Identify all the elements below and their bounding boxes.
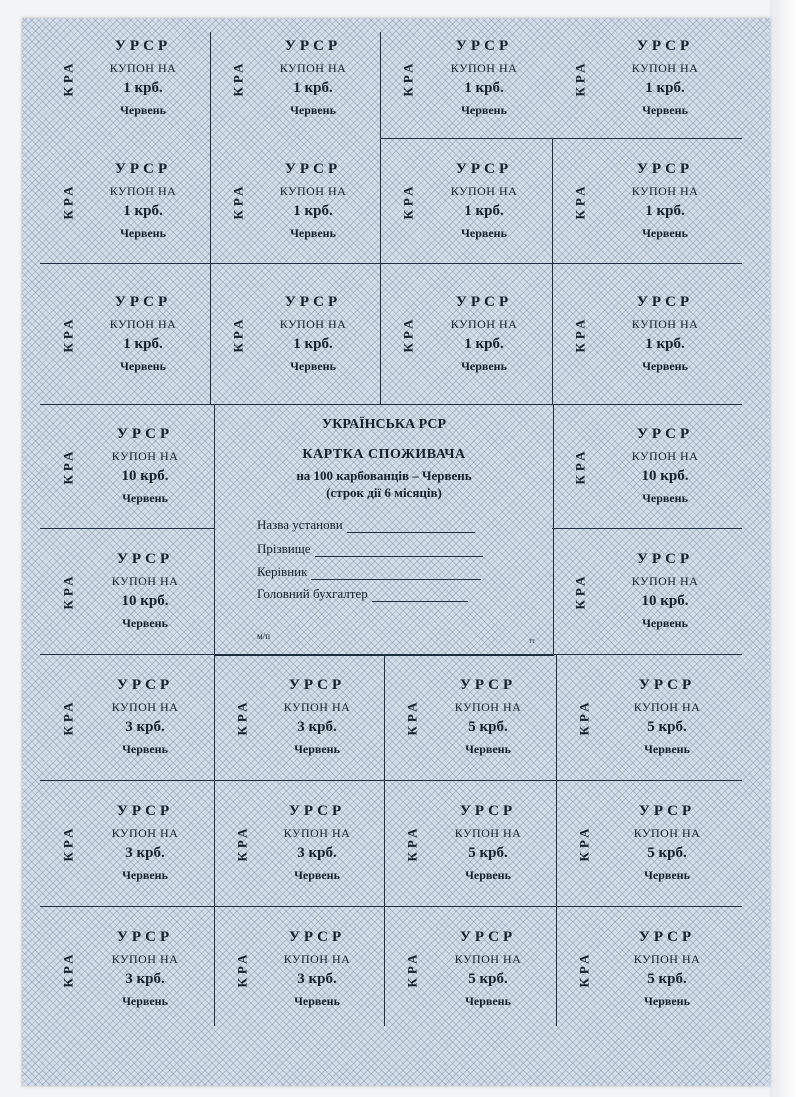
coupon-1-krb bbox=[380, 18, 552, 138]
coupon-label: КУПОН НА bbox=[109, 316, 177, 331]
coupon-month: Червень bbox=[120, 103, 166, 117]
coupon-1-krb bbox=[210, 263, 380, 404]
coupon-header: УРСР bbox=[636, 426, 694, 442]
coupon-header: УРСР bbox=[638, 803, 696, 819]
coupon-amount: 5 крб. bbox=[647, 845, 687, 861]
coupon-side-text: КРА bbox=[572, 572, 588, 610]
coupon-amount: 1 крб. bbox=[645, 202, 685, 219]
coupon-label: КУПОН НА bbox=[111, 449, 179, 463]
coupon-1-krb bbox=[40, 263, 210, 404]
coupon-header: УРСР bbox=[114, 38, 172, 54]
coupon-label: КУПОН НА bbox=[109, 183, 177, 198]
coupon-amount: 1 крб. bbox=[123, 335, 163, 352]
coupon-amount: 3 крб. bbox=[297, 719, 337, 735]
coupon-side-text: КРА bbox=[400, 314, 416, 353]
coupon-10-krb bbox=[552, 404, 742, 528]
coupon-side-text: КРА bbox=[404, 950, 420, 988]
coupon-side-text: КРА bbox=[234, 950, 250, 988]
coupon-side-text: КРА bbox=[60, 59, 76, 97]
field-institution bbox=[257, 517, 475, 533]
coupon-month: Червень bbox=[290, 103, 336, 117]
coupon-amount: 1 крб. bbox=[123, 80, 163, 96]
coupon-amount: 5 крб. bbox=[647, 719, 687, 735]
card-subtitle: на 100 карбованців – Червень bbox=[296, 468, 472, 483]
scan-edge bbox=[770, 0, 796, 1097]
coupon-side-text: КРА bbox=[234, 824, 250, 862]
coupon-10-krb bbox=[40, 528, 214, 654]
coupon-5-krb bbox=[384, 654, 556, 780]
coupon-5-krb bbox=[384, 780, 556, 906]
coupon-3-krb bbox=[40, 906, 214, 1032]
coupon-header: УРСР bbox=[459, 677, 517, 693]
coupon-month: Червень bbox=[642, 358, 688, 373]
coupon-amount: 1 крб. bbox=[293, 80, 333, 96]
coupon-amount: 1 крб. bbox=[464, 335, 504, 352]
coupon-label: КУПОН НА bbox=[454, 700, 522, 714]
coupon-header: УРСР bbox=[288, 929, 346, 945]
coupon-header: УРСР bbox=[636, 293, 694, 310]
coupon-header: УРСР bbox=[638, 677, 696, 693]
coupon-amount: 1 крб. bbox=[464, 80, 504, 96]
coupon-sheet bbox=[22, 18, 770, 1086]
coupon-month: Червень bbox=[644, 868, 690, 882]
coupon-amount: 1 крб. bbox=[645, 335, 685, 352]
coupon-amount: 10 крб. bbox=[641, 468, 689, 484]
field-label: Прізвище bbox=[257, 541, 311, 556]
field-label: Керівник bbox=[257, 564, 308, 579]
consumer-card bbox=[214, 404, 554, 656]
coupon-header: УРСР bbox=[116, 426, 174, 442]
coupon-header: УРСР bbox=[116, 929, 174, 945]
coupon-amount: 3 крб. bbox=[125, 971, 165, 987]
coupon-5-krb bbox=[556, 654, 742, 780]
coupon-1-krb bbox=[380, 138, 552, 263]
coupon-label: КУПОН НА bbox=[279, 61, 347, 75]
coupon-3-krb bbox=[214, 780, 384, 906]
coupon-side-text: КРА bbox=[234, 698, 250, 736]
coupon-side-text: КРА bbox=[60, 572, 76, 610]
coupon-month: Червень bbox=[461, 103, 507, 117]
coupon-amount: 5 крб. bbox=[468, 845, 508, 861]
coupon-month: Червень bbox=[122, 994, 168, 1008]
coupon-side-text: КРА bbox=[60, 824, 76, 862]
field-line bbox=[347, 521, 475, 533]
coupon-side-text: КРА bbox=[60, 698, 76, 736]
coupon-3-krb bbox=[40, 654, 214, 780]
coupon-label: КУПОН НА bbox=[279, 183, 347, 198]
field-line bbox=[372, 590, 468, 602]
coupon-label: КУПОН НА bbox=[450, 183, 518, 198]
coupon-label: КУПОН НА bbox=[109, 61, 177, 75]
card-validity: (строк дії 6 місяців) bbox=[326, 485, 442, 500]
coupon-header: УРСР bbox=[284, 160, 342, 177]
coupon-month: Червень bbox=[642, 616, 688, 630]
coupon-label: КУПОН НА bbox=[283, 826, 351, 840]
coupon-header: УРСР bbox=[455, 160, 513, 177]
coupon-amount: 5 крб. bbox=[647, 971, 687, 987]
coupon-header: УРСР bbox=[284, 293, 342, 310]
coupon-month: Червень bbox=[642, 225, 688, 240]
coupon-header: УРСР bbox=[288, 803, 346, 819]
coupon-10-krb bbox=[40, 404, 214, 528]
coupon-amount: 5 крб. bbox=[468, 971, 508, 987]
coupon-amount: 1 крб. bbox=[293, 202, 333, 219]
field-line bbox=[311, 568, 481, 580]
coupon-header: УРСР bbox=[455, 293, 513, 310]
coupon-side-text: КРА bbox=[572, 447, 588, 485]
coupon-header: УРСР bbox=[636, 160, 694, 177]
coupon-label: КУПОН НА bbox=[111, 700, 179, 714]
coupon-1-krb bbox=[210, 18, 380, 138]
coupon-label: КУПОН НА bbox=[283, 700, 351, 714]
coupon-header: УРСР bbox=[636, 551, 694, 567]
coupon-month: Червень bbox=[290, 358, 336, 373]
coupon-header: УРСР bbox=[116, 803, 174, 819]
card-title: КАРТКА СПОЖИВАЧА bbox=[302, 447, 466, 462]
coupon-header: УРСР bbox=[284, 38, 342, 54]
coupon-side-text: КРА bbox=[576, 698, 592, 736]
coupon-side-text: КРА bbox=[60, 314, 76, 353]
field-label: Головний бухгалтер bbox=[257, 586, 368, 601]
coupon-label: КУПОН НА bbox=[633, 700, 701, 714]
coupon-month: Червень bbox=[642, 103, 688, 117]
coupon-month: Червень bbox=[465, 742, 511, 756]
coupon-side-text: КРА bbox=[572, 59, 588, 97]
coupon-month: Червень bbox=[122, 491, 168, 505]
coupon-side-text: КРА bbox=[576, 950, 592, 988]
coupon-label: КУПОН НА bbox=[631, 574, 699, 588]
field-surname bbox=[257, 541, 483, 557]
coupon-header: УРСР bbox=[459, 929, 517, 945]
coupon-label: КУПОН НА bbox=[111, 826, 179, 840]
coupon-1-krb bbox=[210, 138, 380, 263]
coupon-5-krb bbox=[384, 906, 556, 1032]
coupon-label: КУПОН НА bbox=[454, 826, 522, 840]
coupon-amount: 10 крб. bbox=[121, 468, 169, 484]
coupon-amount: 3 крб. bbox=[297, 845, 337, 861]
coupon-side-text: КРА bbox=[572, 314, 588, 353]
coupon-month: Червень bbox=[290, 225, 336, 240]
coupon-label: КУПОН НА bbox=[450, 61, 518, 75]
coupon-side-text: КРА bbox=[60, 447, 76, 485]
coupon-header: УРСР bbox=[459, 803, 517, 819]
coupon-5-krb bbox=[556, 906, 742, 1032]
coupon-side-text: КРА bbox=[230, 314, 246, 353]
coupon-1-krb bbox=[380, 263, 552, 404]
coupon-1-krb bbox=[40, 138, 210, 263]
coupon-label: КУПОН НА bbox=[631, 183, 699, 198]
coupon-1-krb bbox=[552, 138, 742, 263]
coupon-side-text: КРА bbox=[404, 698, 420, 736]
coupon-amount: 10 крб. bbox=[121, 593, 169, 609]
coupon-month: Червень bbox=[461, 225, 507, 240]
coupon-side-text: КРА bbox=[60, 950, 76, 988]
coupon-label: КУПОН НА bbox=[631, 61, 699, 75]
coupon-label: КУПОН НА bbox=[631, 316, 699, 331]
coupon-1-krb bbox=[552, 18, 742, 138]
coupon-month: Червень bbox=[120, 225, 166, 240]
coupon-1-krb bbox=[552, 263, 742, 404]
coupon-label: КУПОН НА bbox=[111, 952, 179, 966]
coupon-amount: 1 крб. bbox=[123, 202, 163, 219]
card-republic: УКРАЇНСЬКА РСР bbox=[321, 417, 447, 432]
coupon-amount: 3 крб. bbox=[125, 719, 165, 735]
coupon-header: УРСР bbox=[288, 677, 346, 693]
coupon-month: Червень bbox=[294, 994, 340, 1008]
coupon-header: УРСР bbox=[114, 293, 172, 310]
coupon-5-krb bbox=[556, 780, 742, 906]
coupon-month: Червень bbox=[465, 994, 511, 1008]
coupon-amount: 10 крб. bbox=[641, 593, 689, 609]
coupon-amount: 3 крб. bbox=[297, 971, 337, 987]
coupon-month: Червень bbox=[122, 616, 168, 630]
coupon-amount: 1 крб. bbox=[645, 80, 685, 96]
coupon-month: Червень bbox=[120, 358, 166, 373]
coupon-10-krb bbox=[552, 528, 742, 654]
coupon-3-krb bbox=[214, 906, 384, 1032]
field-label: Назва установи bbox=[257, 517, 343, 532]
coupon-label: КУПОН НА bbox=[454, 952, 522, 966]
coupon-month: Червень bbox=[642, 491, 688, 505]
coupon-side-text: КРА bbox=[400, 59, 416, 97]
coupon-month: Червень bbox=[294, 742, 340, 756]
coupon-amount: 1 крб. bbox=[464, 202, 504, 219]
coupon-month: Червень bbox=[461, 358, 507, 373]
coupon-label: КУПОН НА bbox=[631, 449, 699, 463]
print-mark: тт bbox=[528, 637, 535, 645]
coupon-label: КУПОН НА bbox=[111, 574, 179, 588]
coupon-label: КУПОН НА bbox=[283, 952, 351, 966]
coupon-3-krb bbox=[40, 780, 214, 906]
coupon-side-text: КРА bbox=[404, 824, 420, 862]
field-chief-accountant bbox=[257, 586, 468, 602]
coupon-side-text: КРА bbox=[230, 181, 246, 220]
coupon-header: УРСР bbox=[116, 677, 174, 693]
coupon-label: КУПОН НА bbox=[633, 826, 701, 840]
coupon-header: УРСР bbox=[636, 38, 694, 54]
coupon-3-krb bbox=[214, 654, 384, 780]
coupon-header: УРСР bbox=[638, 929, 696, 945]
coupon-month: Червень bbox=[644, 742, 690, 756]
coupon-header: УРСР bbox=[114, 160, 172, 177]
coupon-month: Червень bbox=[465, 868, 511, 882]
coupon-label: КУПОН НА bbox=[279, 316, 347, 331]
coupon-month: Червень bbox=[122, 868, 168, 882]
coupon-amount: 1 крб. bbox=[293, 335, 333, 352]
coupon-side-text: КРА bbox=[230, 59, 246, 97]
coupon-header: УРСР bbox=[116, 551, 174, 567]
coupon-amount: 5 крб. bbox=[468, 719, 508, 735]
stamp-place-label: м/п bbox=[257, 631, 271, 641]
coupon-header: УРСР bbox=[455, 38, 513, 54]
coupon-side-text: КРА bbox=[400, 181, 416, 220]
coupon-label: КУПОН НА bbox=[633, 952, 701, 966]
coupon-month: Червень bbox=[644, 994, 690, 1008]
coupon-amount: 3 крб. bbox=[125, 845, 165, 861]
field-manager bbox=[257, 564, 481, 580]
coupon-side-text: КРА bbox=[572, 181, 588, 220]
coupon-1-krb bbox=[40, 18, 210, 138]
coupon-side-text: КРА bbox=[60, 181, 76, 220]
coupon-month: Червень bbox=[122, 742, 168, 756]
field-line bbox=[315, 545, 483, 557]
coupon-label: КУПОН НА bbox=[450, 316, 518, 331]
coupon-month: Червень bbox=[294, 868, 340, 882]
coupon-side-text: КРА bbox=[576, 824, 592, 862]
